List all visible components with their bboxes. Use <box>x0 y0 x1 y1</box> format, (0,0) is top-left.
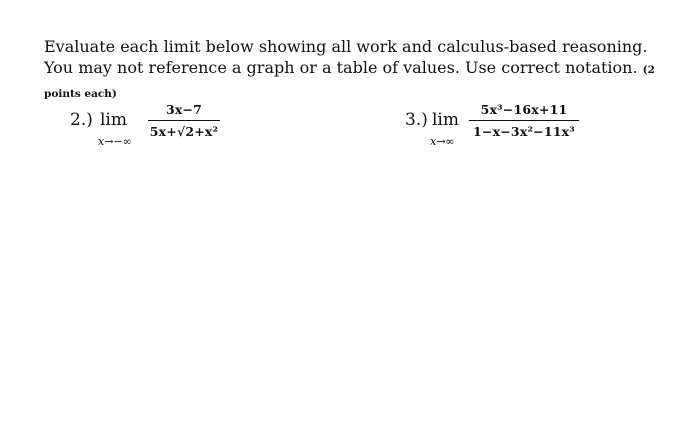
fraction-numerator: 3x−7 <box>165 102 203 117</box>
limit-operator: lim <box>100 110 127 130</box>
problem-number: 3.) <box>405 110 428 130</box>
problem-number: 2.) <box>70 110 93 130</box>
fraction-denominator: 5x+√2+x² <box>149 124 219 140</box>
points-label: (2 points each) <box>44 64 655 100</box>
instructions-text: Evaluate each limit below showing all work and calculus-based reasoning. You may not reference a graph or a table of values. Use correct notation. <box>44 37 648 77</box>
fraction-numerator: 5x³−16x+11 <box>480 102 568 117</box>
limit-operator: lim <box>432 110 459 130</box>
fraction-denominator: 1−x−3x²−11x³ <box>473 124 575 140</box>
fraction <box>469 102 579 139</box>
instructions-paragraph <box>44 36 674 105</box>
fraction-bar <box>469 120 579 121</box>
fraction <box>148 102 220 139</box>
limit-subscript: x→−∞ <box>98 135 132 148</box>
limit-subscript: x→∞ <box>430 135 455 148</box>
fraction-bar <box>148 120 220 121</box>
